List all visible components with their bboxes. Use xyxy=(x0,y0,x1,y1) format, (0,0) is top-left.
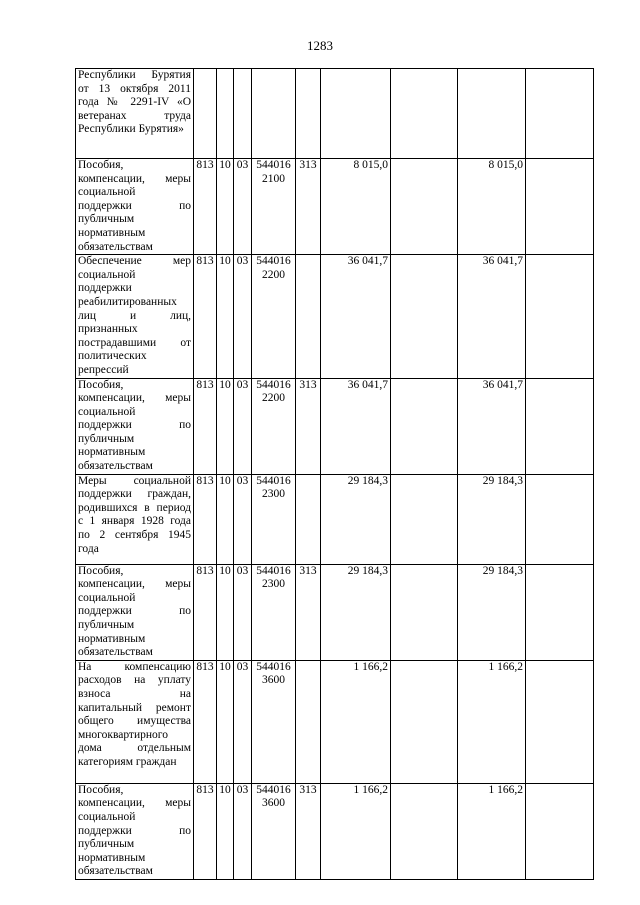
target-code-cell xyxy=(252,378,296,474)
target-code-part-2: 2200 xyxy=(262,392,285,405)
expense-type-code xyxy=(296,69,321,159)
page-number: 1283 xyxy=(307,38,333,53)
expense-name-cell xyxy=(76,474,194,564)
amount-4 xyxy=(526,474,594,564)
subsection-code: 03 xyxy=(234,474,252,564)
target-code-cell xyxy=(252,69,296,159)
table-row xyxy=(76,783,594,879)
target-code-cell xyxy=(252,564,296,660)
expense-name: Пособия, компенсации, меры социальной поддержки по публичным нормативным обязательствам xyxy=(78,159,191,253)
subsection-code: 03 xyxy=(234,783,252,879)
ministry-code: 813 xyxy=(194,783,217,879)
target-code-part-2: 2200 xyxy=(262,268,285,281)
target-code-part-1: 544016 xyxy=(256,159,291,171)
expense-name-cell xyxy=(76,660,194,783)
expense-name-cell xyxy=(76,255,194,378)
table-row xyxy=(76,255,594,378)
section-code: 10 xyxy=(217,564,234,660)
expense-type-code: 313 xyxy=(296,564,321,660)
amount-4 xyxy=(526,564,594,660)
table-row xyxy=(76,69,594,159)
expense-name-cell xyxy=(76,564,194,660)
amount-2 xyxy=(391,564,458,660)
amount-3: 29 184,3 xyxy=(458,474,526,564)
section-code: 10 xyxy=(217,474,234,564)
expense-type-code xyxy=(296,255,321,378)
section-code: 10 xyxy=(217,378,234,474)
ministry-code: 813 xyxy=(194,660,217,783)
target-code-cell xyxy=(252,159,296,255)
table-body xyxy=(76,69,594,880)
ministry-code: 813 xyxy=(194,159,217,255)
amount-3: 29 184,3 xyxy=(458,564,526,660)
target-code-part-2: 3600 xyxy=(262,674,285,687)
section-code xyxy=(217,69,234,159)
amount-1: 36 041,7 xyxy=(321,255,391,378)
subsection-code: 03 xyxy=(234,159,252,255)
amount-1: 8 015,0 xyxy=(321,159,391,255)
amount-4 xyxy=(526,69,594,159)
amount-4 xyxy=(526,159,594,255)
target-code-part-2: 2100 xyxy=(262,172,285,185)
expense-type-code xyxy=(296,660,321,783)
target-code-part-1: 544016 xyxy=(256,255,291,268)
target-code-part-1: 544016 xyxy=(256,474,291,487)
amount-1: 1 166,2 xyxy=(321,660,391,783)
amount-3: 8 015,0 xyxy=(458,159,526,255)
subsection-code xyxy=(234,69,252,159)
target-code-cell xyxy=(252,255,296,378)
amount-3: 1 166,2 xyxy=(458,783,526,879)
section-code: 10 xyxy=(217,660,234,783)
budget-table xyxy=(75,68,594,880)
ministry-code: 813 xyxy=(194,255,217,378)
subsection-code: 03 xyxy=(234,564,252,660)
expense-name: Меры социальной поддержки граждан, родившихся в период с 1 января 1928 года по 2 сентября 1945 года xyxy=(78,474,191,555)
table-row xyxy=(76,159,594,255)
amount-1: 36 041,7 xyxy=(321,378,391,474)
target-code-cell xyxy=(252,660,296,783)
subsection-code: 03 xyxy=(234,378,252,474)
amount-3: 1 166,2 xyxy=(458,660,526,783)
expense-name: Пособия, компенсации, меры социальной поддержки по публичным нормативным обязательствам xyxy=(78,378,191,473)
target-code-part-1: 544016 xyxy=(256,378,291,391)
amount-2 xyxy=(391,378,458,474)
target-code-cell xyxy=(252,474,296,564)
amount-2 xyxy=(391,69,458,159)
amount-1: 29 184,3 xyxy=(321,564,391,660)
expense-type-code: 313 xyxy=(296,783,321,879)
subsection-code: 03 xyxy=(234,660,252,783)
section-code: 10 xyxy=(217,783,234,879)
amount-3: 36 041,7 xyxy=(458,378,526,474)
target-code-cell xyxy=(252,783,296,879)
section-code: 10 xyxy=(217,255,234,378)
amount-3 xyxy=(458,69,526,159)
ministry-code: 813 xyxy=(194,564,217,660)
target-code-part-1: 544016 xyxy=(256,783,291,796)
expense-name: На компенсацию расходов на уплату взноса на капитальный ремонт общего имущества многоквартирного дома отдельным категориям граждан xyxy=(78,660,191,768)
amount-4 xyxy=(526,660,594,783)
amount-3: 36 041,7 xyxy=(458,255,526,378)
amount-2 xyxy=(391,255,458,378)
subsection-code: 03 xyxy=(234,255,252,378)
amount-2 xyxy=(391,783,458,879)
section-code: 10 xyxy=(217,159,234,255)
expense-name-cell xyxy=(76,783,194,879)
expense-name: Пособия, компенсации, меры социальной поддержки по публичным нормативным обязательствам xyxy=(78,564,191,659)
target-code-part-2: 2300 xyxy=(262,488,285,501)
amount-4 xyxy=(526,783,594,879)
ministry-code: 813 xyxy=(194,474,217,564)
expense-name-cell xyxy=(76,378,194,474)
amount-1 xyxy=(321,69,391,159)
expense-type-code: 313 xyxy=(296,159,321,255)
amount-1: 1 166,2 xyxy=(321,783,391,879)
ministry-code: 813 xyxy=(194,378,217,474)
ministry-code xyxy=(194,69,217,159)
amount-4 xyxy=(526,255,594,378)
target-code-part-2: 2300 xyxy=(262,578,285,591)
expense-name-cell xyxy=(76,159,194,255)
expense-type-code xyxy=(296,474,321,564)
target-code-part-1: 544016 xyxy=(256,564,291,577)
amount-2 xyxy=(391,159,458,255)
table-row xyxy=(76,564,594,660)
target-code-part-2: 3600 xyxy=(262,797,285,810)
expense-name: Пособия, компенсации, меры социальной поддержки по публичным нормативным обязательствам xyxy=(78,783,191,878)
table-row xyxy=(76,660,594,783)
expense-name: Республики Бурятия от 13 октября 2011 года № 2291-IV «О ветеранах труда Республики Бурятия» xyxy=(78,69,191,136)
expense-name-cell xyxy=(76,69,194,159)
table-row xyxy=(76,378,594,474)
expense-name: Обеспечение мер социальной поддержки реабилитированных лиц и лиц, признанных пострадавшими от политических репрессий xyxy=(78,255,191,376)
amount-4 xyxy=(526,378,594,474)
amount-2 xyxy=(391,474,458,564)
amount-2 xyxy=(391,660,458,783)
expense-type-code: 313 xyxy=(296,378,321,474)
amount-1: 29 184,3 xyxy=(321,474,391,564)
target-code-part-1: 544016 xyxy=(256,660,291,673)
table-row xyxy=(76,474,594,564)
